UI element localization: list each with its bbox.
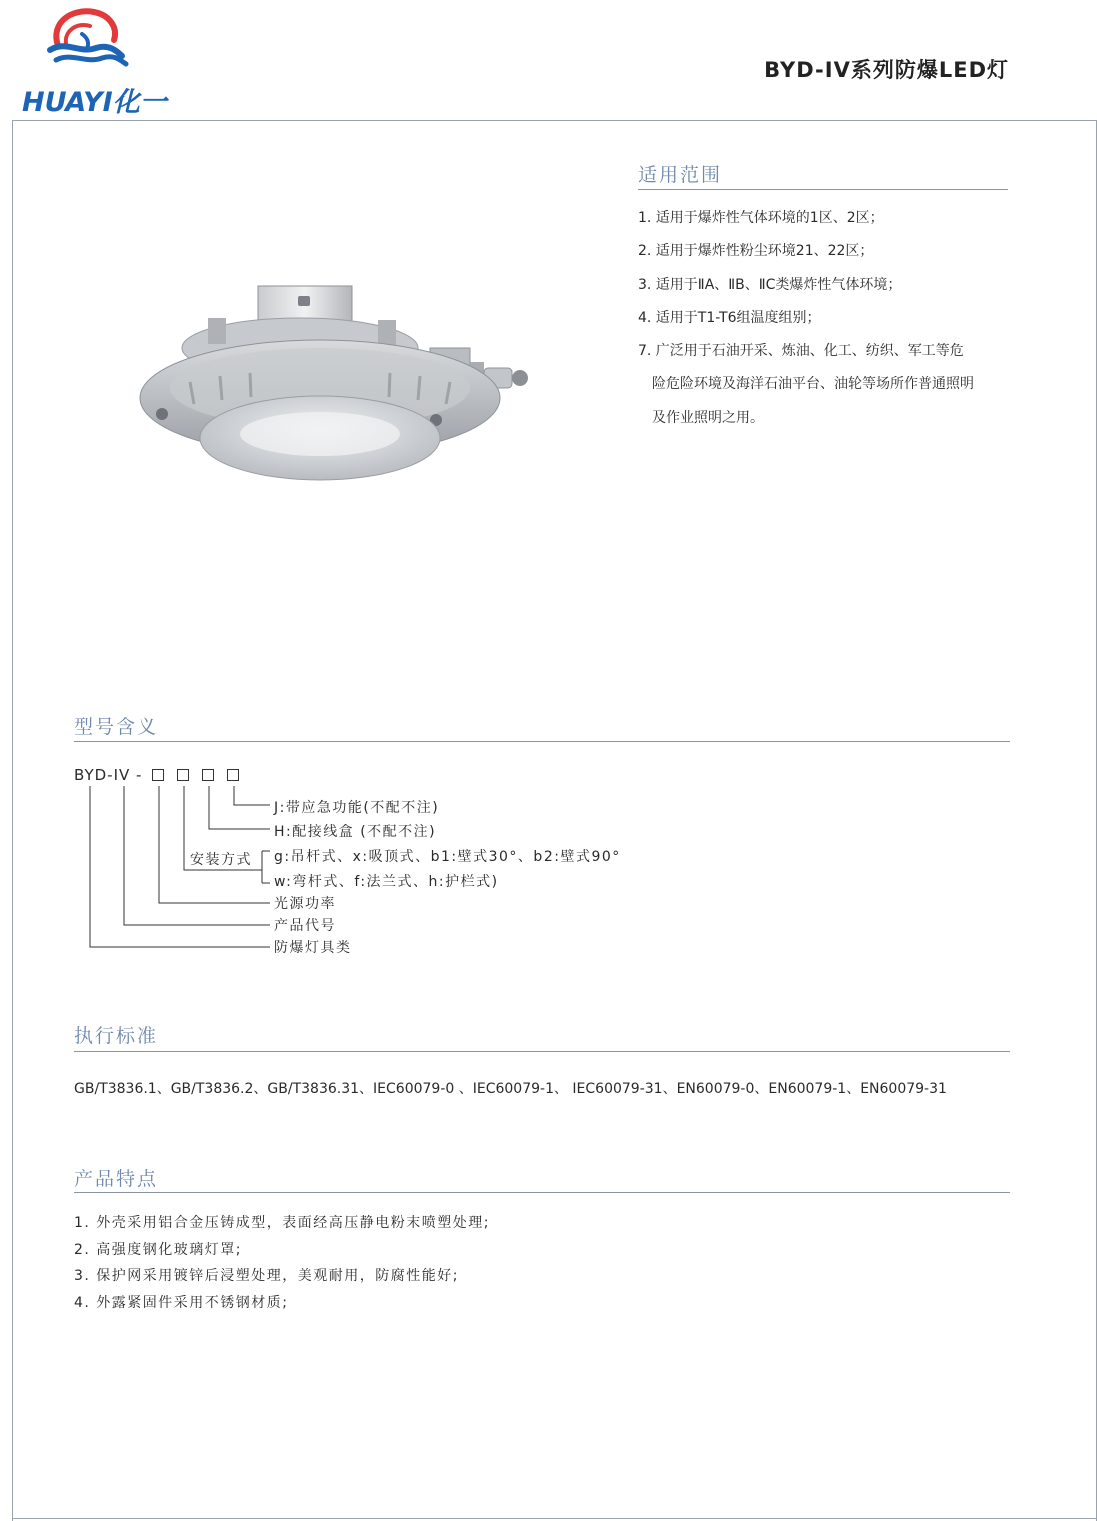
list-item: 2. 适用于爆炸性粉尘环境21、22区； [638, 243, 874, 260]
list-item: 及作业照明之用。 [652, 409, 764, 426]
list-item: 3. 保护网采用镀锌后浸塑处理，美观耐用，防腐性能好; [74, 1268, 460, 1284]
model-label-install: 安装方式 [190, 852, 252, 868]
list-item: 3. 适用于ⅡA、ⅡB、ⅡC类爆炸性气体环境； [638, 276, 902, 293]
list-item: 险危险环境及海洋石油平台、油轮等场所作普通照明 [652, 376, 974, 393]
frame-border-bottom [12, 1518, 1097, 1519]
logo-text: HUAYI化一 [22, 87, 167, 118]
section-title-features: 产品特点 [74, 1168, 159, 1190]
model-label-j: J:带应急功能(不配不注) [274, 800, 440, 816]
model-label-g: g:吊杆式、x:吸顶式、b1:壁式30°、b2:壁式90° [274, 849, 621, 865]
list-item: 4. 外露紧固件采用不锈钢材质; [74, 1294, 289, 1311]
code-box [227, 769, 239, 781]
section-title-model: 型号含义 [74, 716, 159, 738]
list-item: 1. 适用于爆炸性气体环境的1区、2区； [638, 210, 884, 226]
frame-border-left [12, 120, 13, 1521]
logo-emblem-icon [10, 4, 175, 84]
model-label-power: 光源功率 [274, 896, 336, 912]
application-list [638, 202, 1038, 435]
list-item: 7. 广泛用于石油开采、炼油、化工、纺织、军工等危 [638, 343, 964, 360]
model-label-w: w:弯杆式、f:法兰式、h:护栏式) [274, 874, 499, 890]
section-title-application: 适用范围 [638, 164, 723, 186]
model-label-h: H:配接线盒 (不配不注) [274, 824, 437, 840]
standard-text: GB/T3836.1、GB/T3836.2、GB/T3836.31、IEC60079-0 、IEC60079-1、 IEC60079-31、EN60079-0、EN60079-1、EN60079-31 [74, 1081, 947, 1097]
section-divider [74, 741, 1010, 742]
frame-border-top [12, 120, 1097, 121]
code-box [152, 769, 164, 781]
brand-logo [10, 4, 175, 118]
features-list [74, 1210, 774, 1316]
page-title: BYD-IV系列防爆LED灯 [764, 58, 1009, 82]
model-label-product-code: 产品代号 [274, 918, 336, 934]
list-item: 4. 适用于T1-T6组温度组别； [638, 309, 821, 326]
list-item: 1. 外壳采用铝合金压铸成型，表面经高压静电粉末喷塑处理; [74, 1215, 491, 1231]
model-code: BYD-IV - [74, 766, 143, 784]
model-label-category: 防爆灯具类 [274, 940, 352, 956]
section-divider [638, 189, 1008, 190]
code-box [177, 769, 189, 781]
section-title-standard: 执行标准 [74, 1025, 159, 1047]
section-divider [74, 1192, 1010, 1193]
list-item: 2. 高强度钢化玻璃灯罩; [74, 1241, 243, 1258]
section-divider [74, 1051, 1010, 1052]
code-box [202, 769, 214, 781]
product-lamp-image [130, 278, 550, 488]
